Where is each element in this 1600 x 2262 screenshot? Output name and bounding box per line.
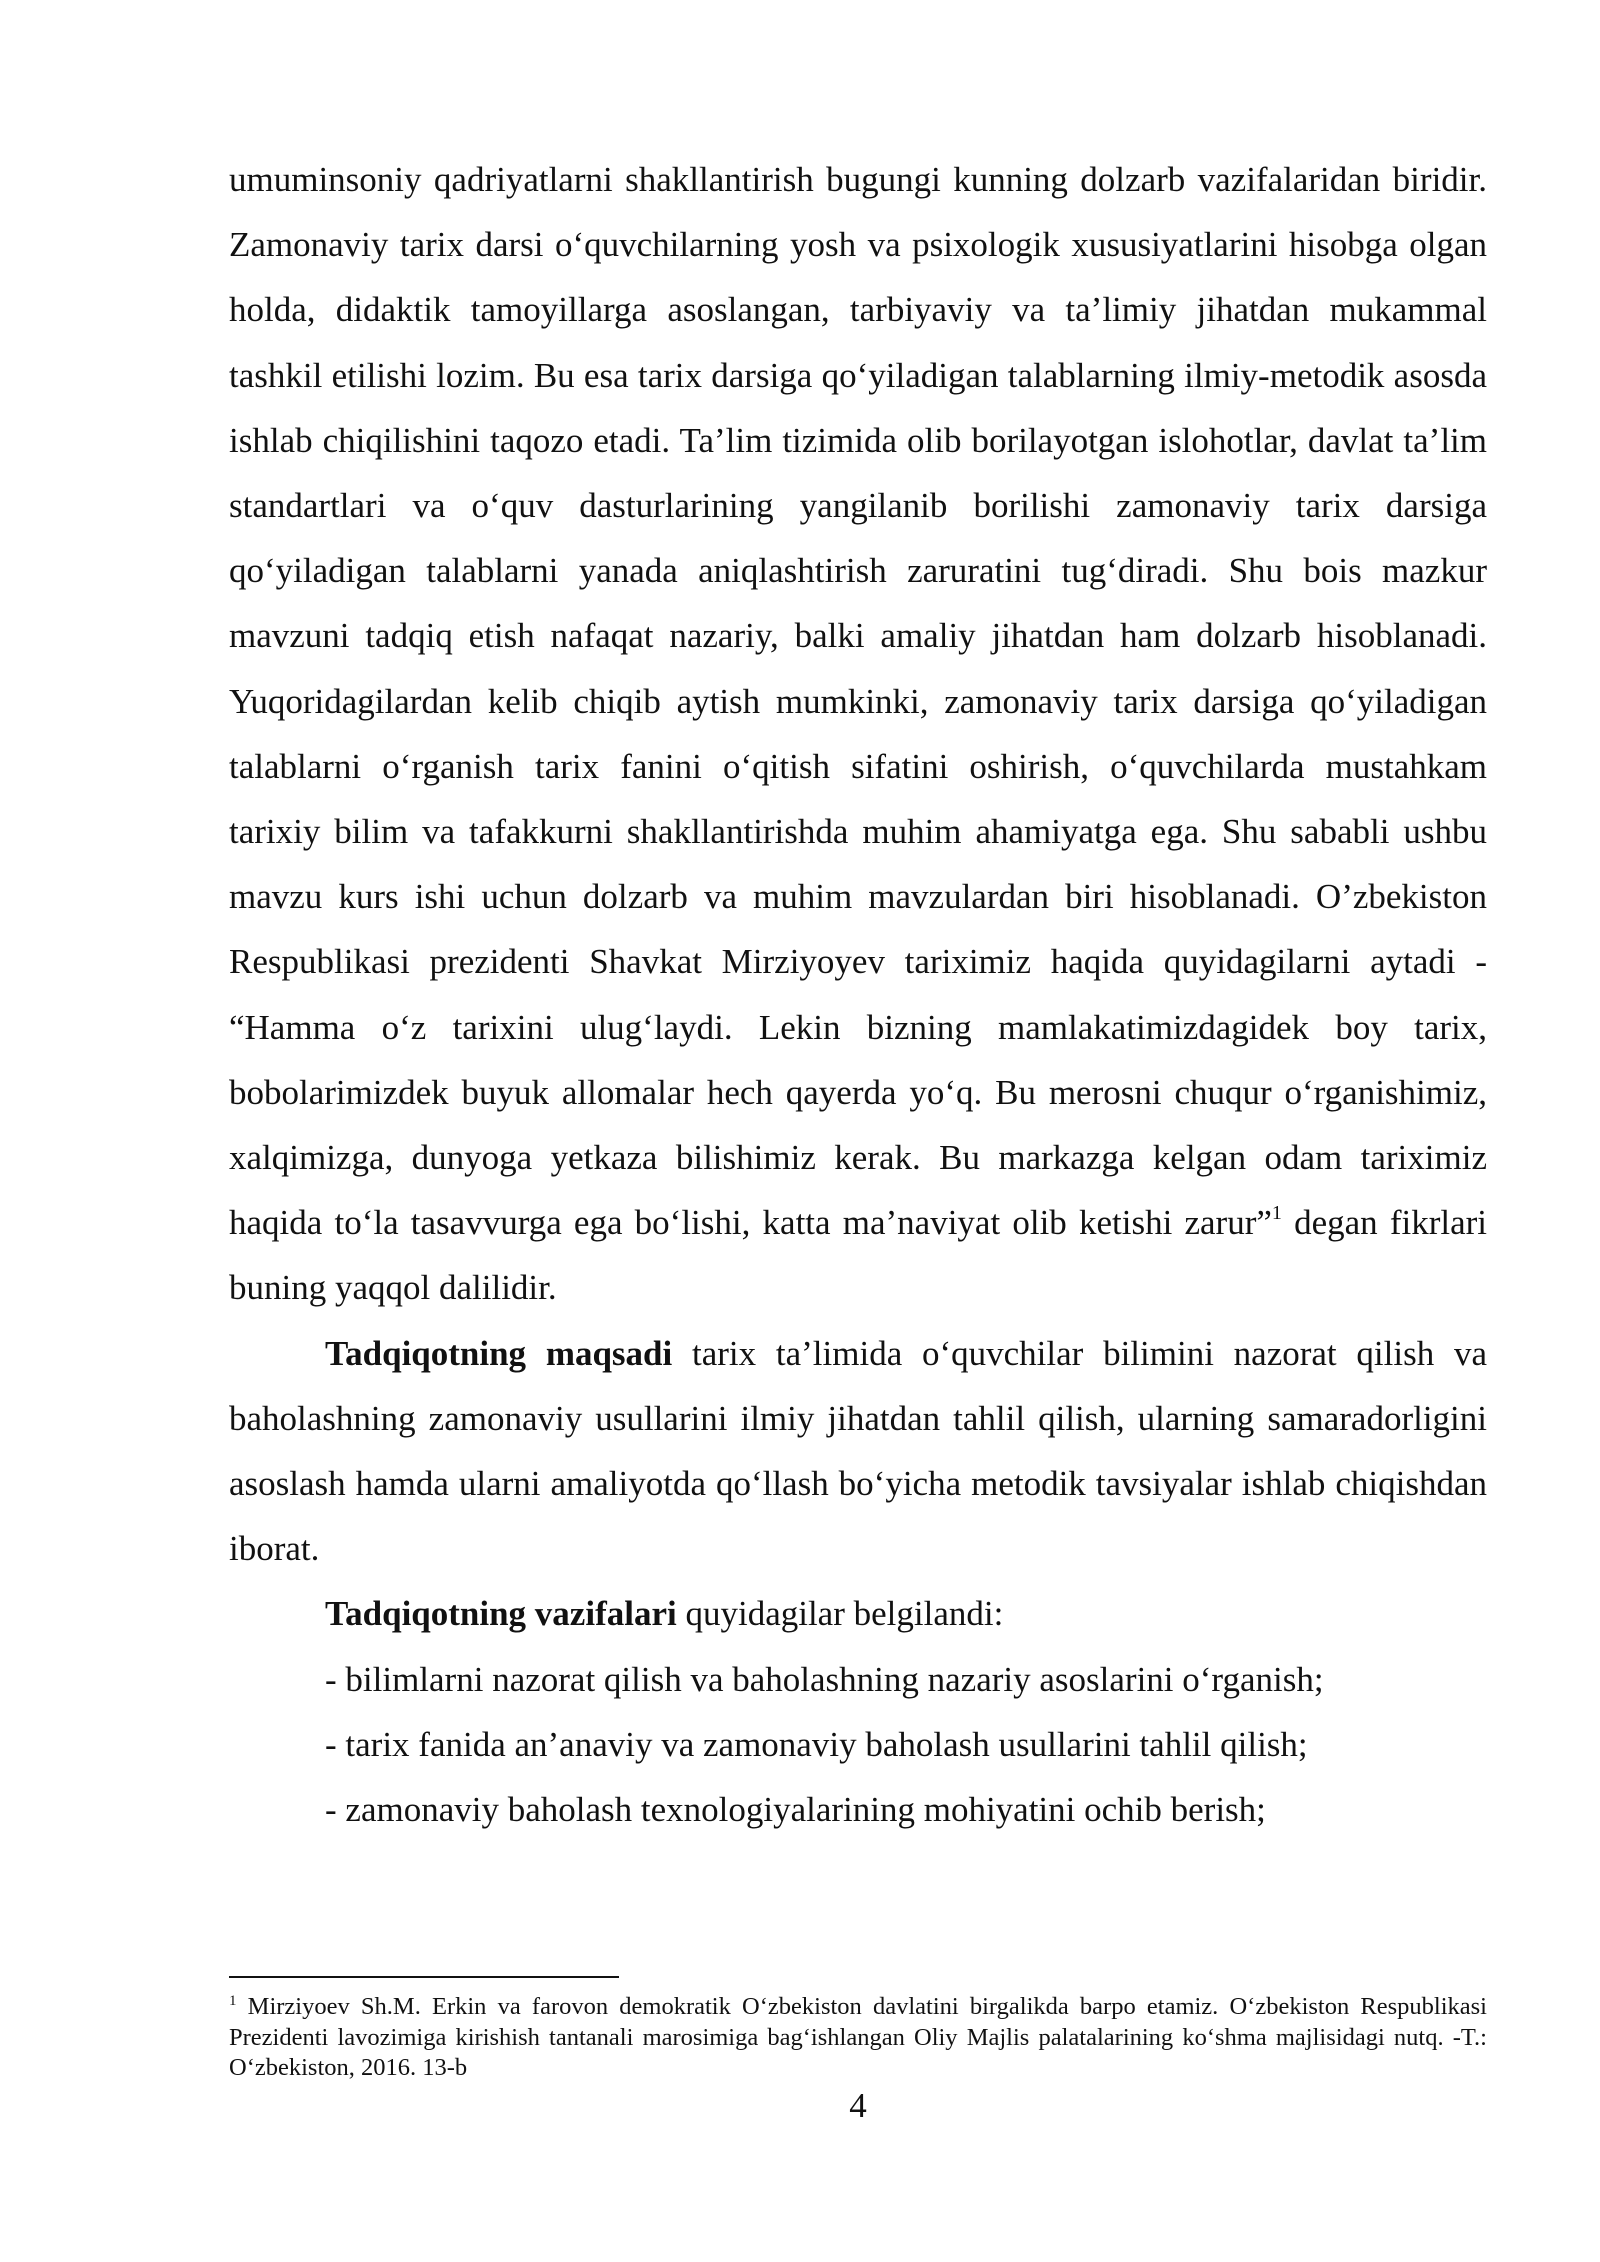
task-item: - tarix fanida an’anaviy va zamonaviy baholash usullarini tahlil qilish; (325, 1724, 1308, 1764)
page-number: 4 (849, 2086, 867, 2125)
body-text (229, 147, 1487, 1842)
intro-paragraph (229, 147, 1487, 1321)
footnote-text: Mirziyoev Sh.M. Erkin va farovon demokratik O‘zbekiston davlatini birgalikda barpo etamiz. O‘zbekiston Respublikasi Prezidenti lavozimiga kirishish tantanali marosimiga bag‘ishlangan Oliy Majlis palatalarining ko‘shma majlisidagi nutq. -T.: O‘zbekiston, 2016. 13-b (229, 1993, 1487, 2081)
tasks-paragraph (229, 1581, 1487, 1646)
footnote-number: 1 (229, 1992, 237, 2009)
goal-heading: Tadqiqotning maqsadi (325, 1333, 673, 1373)
tasks-heading: Tadqiqotning vazifalari (325, 1594, 677, 1634)
goal-text: tarix ta’limida o‘quvchilar bilimini nazorat qilish va baholashning zamonaviy usullarini ilmiy jihatdan tahlil qilish, ularning samaradorligini asoslash hamda ularni amaliyotda qo‘llash bo‘yicha metodik tavsiyalar ishlab chiqishdan iborat. (229, 1333, 1487, 1569)
footnote (229, 1992, 1487, 2084)
task-item: - zamonaviy baholash texnologiyalarining mohiyatini ochib berish; (325, 1790, 1266, 1830)
footnote-separator (229, 1976, 619, 1978)
intro-text: umuminsoniy qadriyatlarni shakllantirish bugungi kunning dolzarb vazifalaridan biridir. Zamonaviy tarix darsi o‘quvchilarning yosh va psixologik xususiyatlarini hisobga olgan holda, didaktik tamoyillarga asoslangan, tarbiyaviy va ta’limiy jihatdan mukammal tashkil etilishi lozim. Bu esa tarix darsiga qo‘yiladigan talablarning ilmiy-metodik asosda ishlab chiqilishini taqozo etadi. Ta’lim tizimida olib borilayotgan islohotlar, davlat ta’lim standartlari va o‘quv dasturlarining yangilanib borilishi zamonaviy tarix darsiga qo‘yiladigan talablarni yanada aniqlashtirish zaruratini tug‘diradi. Shu bois mazkur mavzuni tadqiq etish nafaqat nazariy, balki amaliy jihatdan ham dolzarb hisoblanadi. Yuqoridagilardan kelib chiqib aytish mumkinki, zamonaviy tarix darsiga qo‘yiladigan talablarni o‘rganish tarix fanini o‘qitish sifatini oshirish, o‘quvchilarda mustahkam tarixiy bilim va tafakkurni shakllantirishda muhim ahamiyatga ega. Shu sababli ushbu mavzu kurs ishi uchun dolzarb va muhim mavzulardan biri hisoblanadi. O’zbekiston Respublikasi prezidenti Shavkat Mirziyoyev tariximiz haqida quyidagilarni aytadi - “Hamma o‘z tarixini ulug‘laydi. Lekin bizning mamlakatimizdagidek boy tarix, bobolarimizdek buyuk allomalar hech qayerda yo‘q. Bu merosni chuqur o‘rganishimiz, xalqimizga, dunyoga yetkaza bilishimiz kerak. Bu markazga kelgan odam tariximiz haqida to‘la tasavvurga ega bo‘lishi, katta ma’naviyat olib ketishi zarur” (229, 160, 1487, 1243)
footnote-reference: 1 (1271, 1201, 1282, 1224)
tasks-text: quyidagilar belgilandi: (676, 1594, 1004, 1634)
intro-text-end: degan fikrlari buning yaqqol dalilidir. (229, 1203, 1488, 1308)
task-item: - bilimlarni nazorat qilish va baholashning nazariy asoslarini o‘rganish; (325, 1659, 1324, 1699)
goal-paragraph (229, 1321, 1487, 1582)
